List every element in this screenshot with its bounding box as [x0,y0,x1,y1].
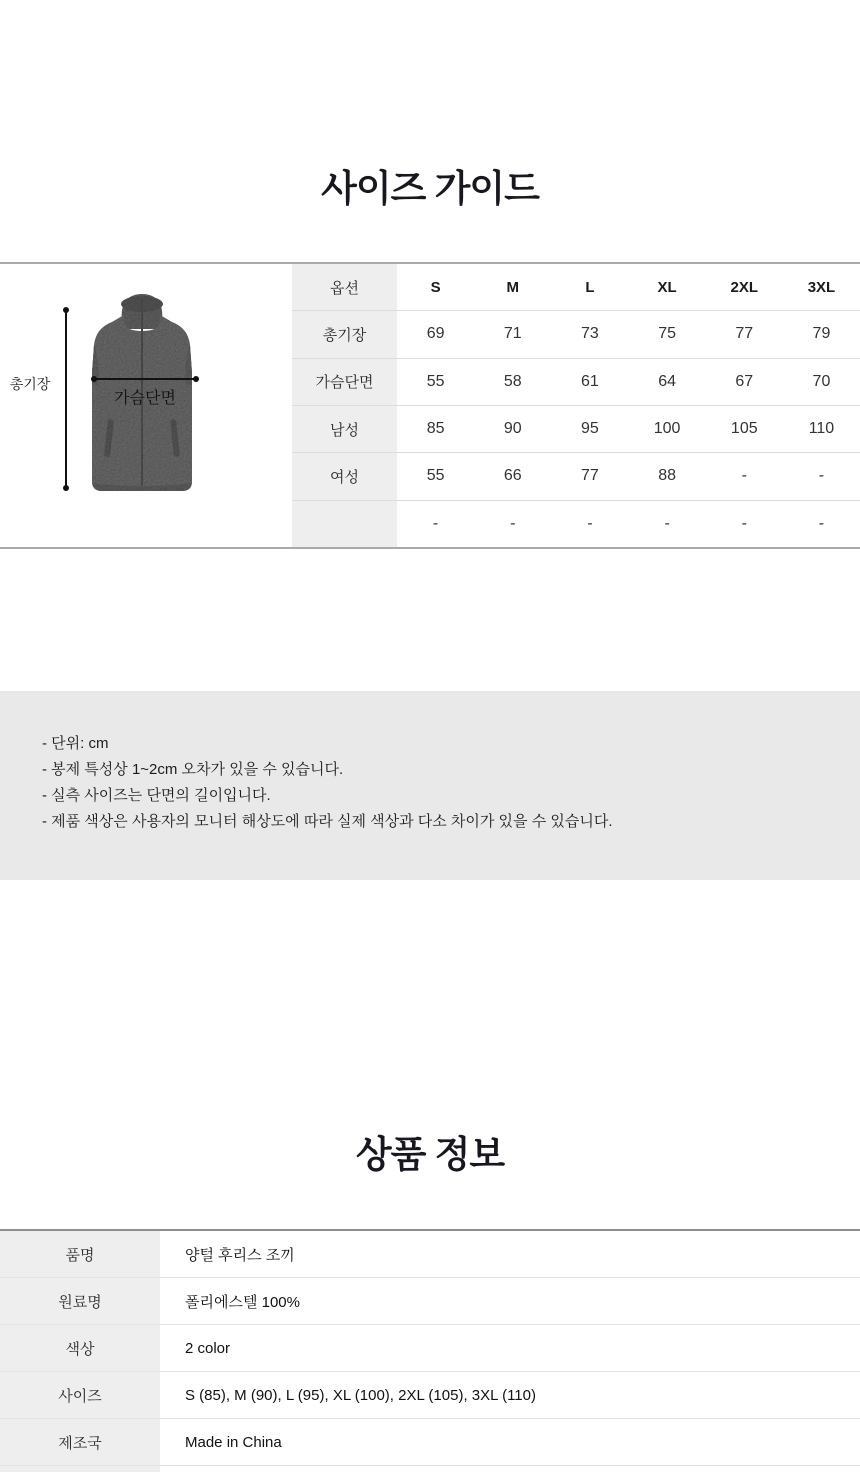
size-table [292,264,860,547]
size-value-cell: 73 [581,325,599,343]
chest-label: 가슴단면 [114,390,176,407]
size-value-cell: 55 [426,467,445,485]
size-table-row [292,501,860,547]
vest-measurement-diagram [0,264,292,547]
product-info-row [0,1419,860,1466]
size-value-cell: 88 [658,467,676,485]
size-value-cell: - [664,514,670,532]
length-label: 총기장 [9,376,51,392]
size-notes-box [0,691,860,880]
length-measure-line [65,311,67,487]
size-table-row [292,311,860,358]
size-value-cell: 55 [426,372,445,390]
product-label-cell: 품명 [0,1231,160,1277]
measure-dot [91,376,97,382]
size-value-cell: 90 [503,420,522,438]
product-value-cell: S (85), M (90), L (95), XL (100), 2XL (105), 3XL (110) [185,1386,536,1404]
product-value-cell: 폴리에스텔 100% [185,1293,300,1311]
product-info-row [0,1325,860,1372]
size-row-label: 여성 [292,453,397,499]
size-value-cell: 58 [503,372,522,390]
product-info-row [0,1372,860,1419]
size-value-cell: 70 [812,372,831,390]
size-column-header: XL [657,278,677,296]
product-label-cell: 제조국 [0,1419,160,1465]
size-value-cell: 71 [503,325,522,343]
size-value-cell: 61 [581,372,599,390]
size-value-cell: 95 [581,420,599,438]
size-value-cell: 69 [426,325,445,343]
chest-measure-line [95,378,195,380]
measure-dot [63,485,69,491]
size-row-label: 총기장 [292,311,397,357]
size-guide-section [0,262,860,549]
size-value-cell: 105 [730,420,758,438]
size-value-cell: 64 [658,372,676,390]
option-header-cell: 옵션 [292,264,397,310]
size-value-cell: - [587,514,593,532]
product-info-table [0,1229,860,1472]
size-value-cell: - [818,467,825,485]
product-label-cell: 사이즈 [0,1372,160,1418]
size-value-cell: 100 [653,420,681,438]
size-value-cell: 66 [503,467,522,485]
size-value-cell: 67 [735,372,754,390]
product-info-row [0,1231,860,1278]
product-value-cell: Made in China [185,1433,282,1451]
product-label-cell: 색상 [0,1325,160,1371]
size-note-line: - 단위: cm [42,735,109,752]
size-value-cell: 85 [426,420,445,438]
product-info-title: 상품 정보 [355,1134,505,1175]
size-value-cell: 77 [581,467,599,485]
size-column-header: L [585,278,595,296]
size-table-row [292,359,860,406]
product-info-row [0,1278,860,1325]
size-note-line: - 제품 색상은 사용자의 모니터 해상도에 따라 실제 색상과 다소 차이가 있을 수 있습니다. [42,813,613,830]
size-table-row [292,406,860,453]
size-value-cell: 77 [735,325,754,343]
table-row-partial [0,1466,860,1472]
size-guide-title: 사이즈 가이드 [321,168,539,209]
size-column-header: M [506,278,519,296]
size-note-line: - 실측 사이즈는 단면의 길이입니다. [42,787,271,804]
product-value-cell: 2 color [185,1339,231,1357]
size-column-header: S [430,278,441,296]
size-column-header: 3XL [807,278,836,296]
measure-dot [63,307,69,313]
size-row-label: 남성 [292,406,397,452]
product-value-cell [160,1466,860,1472]
size-value-cell: - [741,514,747,532]
size-row-label: 가슴단면 [292,359,397,405]
size-row-label [292,501,397,547]
size-value-cell: 110 [808,420,835,438]
product-label-cell: 원료명 [0,1278,160,1324]
product-value-cell: 양털 후리스 조끼 [185,1246,295,1264]
size-value-cell: - [432,514,439,532]
size-column-header: 2XL [730,278,759,296]
size-value-cell: - [818,514,825,532]
size-table-header-row [292,264,860,311]
size-value-cell: - [510,514,516,532]
size-value-cell: - [741,467,747,485]
size-value-cell: 75 [658,325,676,343]
size-value-cell: 79 [812,325,831,343]
product-label-cell [0,1466,160,1472]
size-note-line: - 봉제 특성상 1~2cm 오차가 있을 수 있습니다. [42,761,344,778]
size-table-row [292,453,860,500]
measure-dot [193,376,199,382]
